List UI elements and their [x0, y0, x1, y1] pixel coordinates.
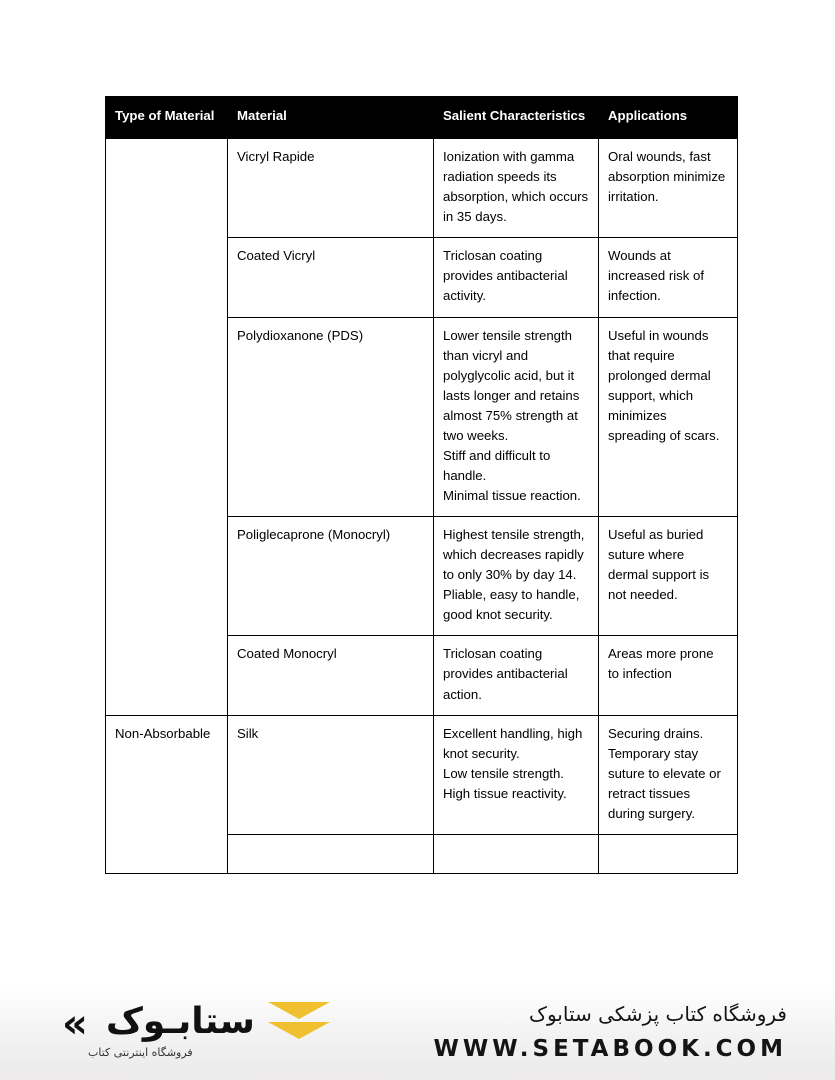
- cell-applications: [599, 715, 738, 834]
- cell-characteristics: [434, 317, 599, 517]
- characteristic-line: High tissue reactivity.: [443, 785, 567, 801]
- chevron-down-icon: [268, 1002, 330, 1019]
- footer-website-url: WWW.SETABOOK.COM: [433, 1036, 787, 1062]
- suture-materials-table: [105, 96, 738, 874]
- logo-wordmark: ستابـوک: [106, 1001, 255, 1042]
- characteristic-line: Low tensile strength.: [443, 765, 564, 781]
- cell-characteristics: [434, 715, 599, 834]
- application-line: Useful in wounds that require prolonged dermal support, which minimizes spreading of scars.: [608, 327, 720, 443]
- cell-material: Coated Vicryl: [228, 238, 434, 317]
- cell-material: Silk: [228, 715, 434, 834]
- cell-applications: [599, 238, 738, 317]
- cell-material-empty: [228, 834, 434, 873]
- cell-material: Coated Monocryl: [228, 636, 434, 715]
- cell-applications: [599, 139, 738, 238]
- suture-materials-table-wrapper: [105, 96, 737, 874]
- cell-material: Poliglecaprone (Monocryl): [228, 517, 434, 636]
- application-line: Useful as buried suture where dermal support is not needed.: [608, 527, 710, 603]
- cell-characteristics: [434, 517, 599, 636]
- application-line: Oral wounds, fast absorption minimize irritation.: [608, 149, 726, 205]
- cell-applications-empty: [599, 834, 738, 873]
- characteristic-line: Triclosan coating provides antibacterial action.: [443, 646, 568, 702]
- page-footer-watermark: [0, 986, 835, 1080]
- table-header: [106, 97, 738, 139]
- cell-characteristics-empty: [434, 834, 599, 873]
- table-header-row: [106, 97, 738, 139]
- characteristic-line: Excellent handling, high knot security.: [443, 725, 583, 761]
- table-body: [106, 139, 738, 874]
- table-row: [106, 715, 738, 834]
- setabook-logo: [62, 1000, 255, 1059]
- application-line: Areas more prone to infection: [608, 646, 714, 682]
- cell-material: Vicryl Rapide: [228, 139, 434, 238]
- characteristic-line: Stiff and difficult to handle.: [443, 447, 551, 483]
- cell-characteristics: [434, 139, 599, 238]
- column-header-characteristics: Salient Characteristics: [434, 97, 599, 139]
- chevron-down-icon: [268, 1022, 330, 1039]
- table-row: [106, 139, 738, 238]
- cell-characteristics: [434, 238, 599, 317]
- characteristic-line: Lower tensile strength than vicryl and polyglycolic acid, but it lasts longer and retains almost 75% strength at two weeks.: [443, 327, 580, 443]
- cell-characteristics: [434, 636, 599, 715]
- application-line: Securing drains. Temporary stay suture to elevate or retract tissues during surgery.: [608, 725, 721, 821]
- characteristic-line: Triclosan coating provides antibacterial activity.: [443, 248, 568, 304]
- application-line: Wounds at increased risk of infection.: [608, 248, 705, 304]
- cell-applications: [599, 317, 738, 517]
- logo-subtitle: فروشگاه اینترنتی کتاب: [88, 1046, 193, 1059]
- cell-type-non-absorbable: Non-Absorbable: [106, 715, 228, 873]
- chevron-left-icon: «: [62, 1001, 82, 1047]
- characteristic-line: Pliable, easy to handle, good knot security.: [443, 587, 580, 623]
- cell-applications: [599, 517, 738, 636]
- column-header-material: Material: [228, 97, 434, 139]
- characteristic-line: Minimal tissue reaction.: [443, 488, 581, 503]
- column-header-applications: Applications: [599, 97, 738, 139]
- cell-type-absorbable: [106, 139, 228, 716]
- characteristic-line: Highest tensile strength, which decreases rapidly to only 30% by day 14.: [443, 527, 585, 583]
- footer-tagline: فروشگاه کتاب پزشکی ستابوک: [529, 1002, 787, 1026]
- cell-material: Polydioxanone (PDS): [228, 317, 434, 517]
- cell-applications: [599, 636, 738, 715]
- chevron-badge-icon: [268, 1000, 330, 1054]
- characteristic-line: Ionization with gamma radiation speeds its absorption, which occurs in 35 days.: [443, 149, 589, 225]
- column-header-type: Type of Material: [106, 97, 228, 139]
